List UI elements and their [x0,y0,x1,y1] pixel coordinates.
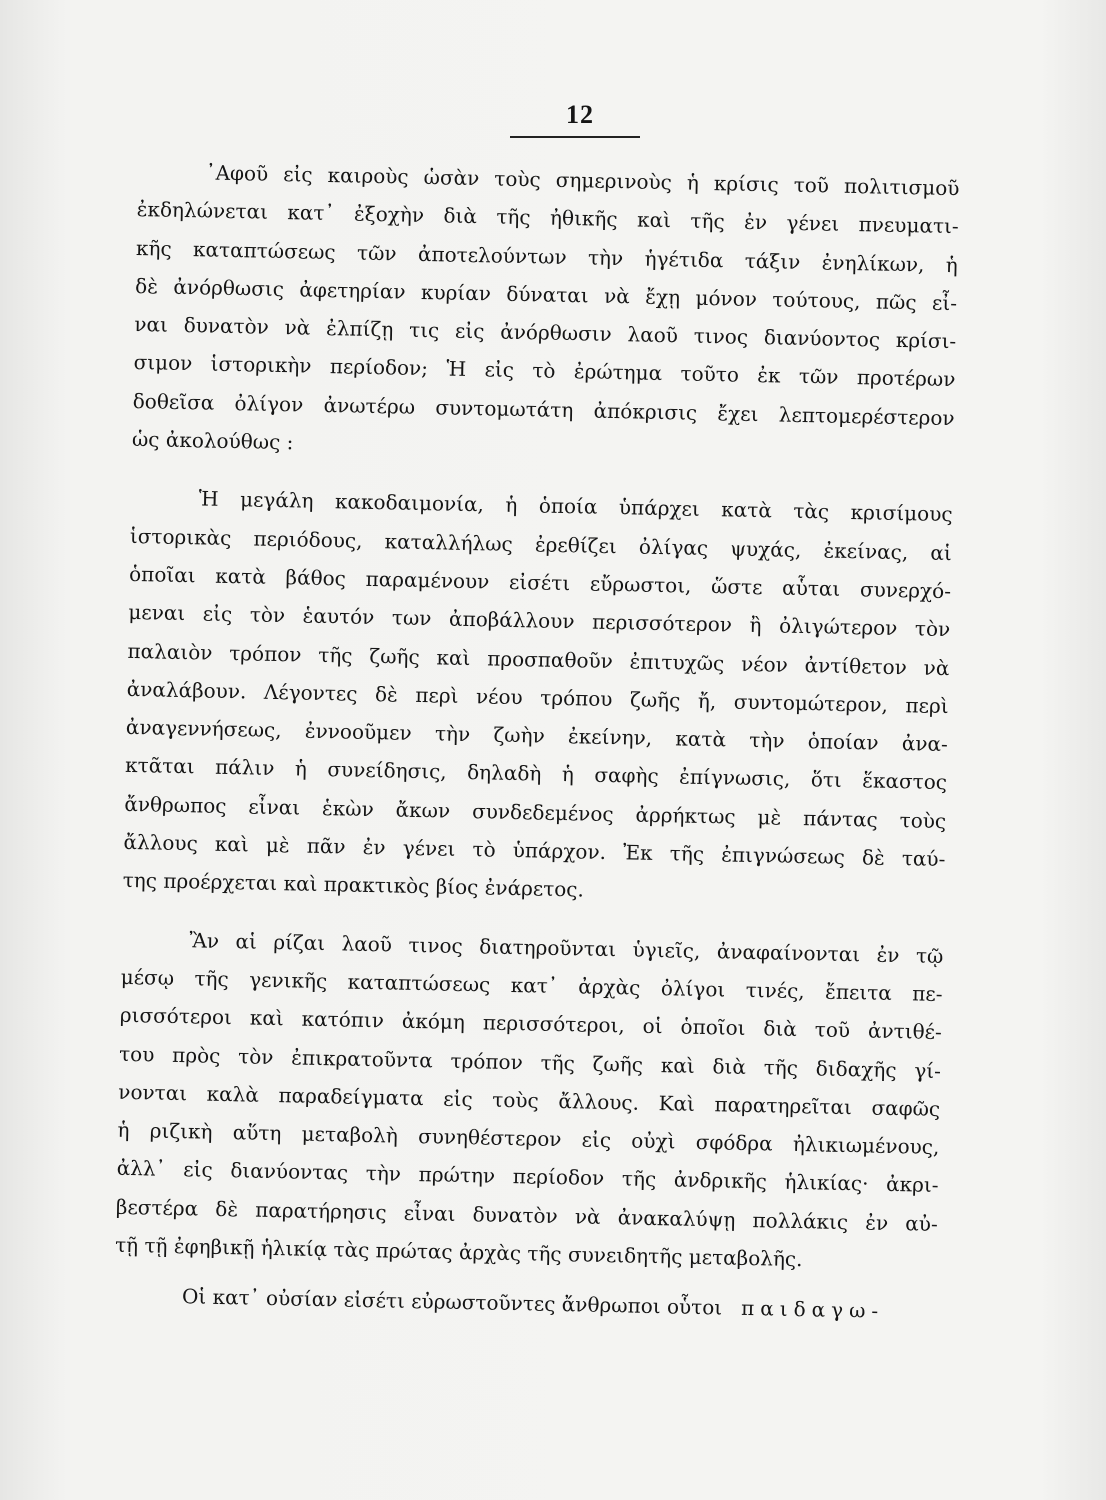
text-line: ἡ ριζικὴ αὕτη μεταβολὴ συνηθέστερον εἰς οὐχὶ σφόδρα ἠλικιωμένους, [117,1117,940,1160]
text-line: τῇ τῇ ἐφηβικῇ ἡλικίᾳ τὰς πρώτας ἀρχὰς τῆς συνειδητῆς μεταβολῆς. [114,1232,803,1272]
text-line: ἀναλάβουν. Λέγοντες δὲ περὶ νέου τρόπου ζωῆς ἤ, συντομώτερον, περὶ [126,676,949,718]
text-line: δοθεῖσα ὀλίγον ἀνωτέρω συντομωτάτη ἀπόκρισις ἔχει λεπτομερέστερον [132,388,955,430]
text-line: κτᾶται πάλιν ἡ συνείδησις, δηλαδὴ ἡ σαφὴς ἐπίγνωσις, ὅτι ἕκαστος [124,753,948,795]
text-line: σιμον ἱστορικὴν περίοδον; Ἡ εἰς τὸ ἐρώτημα τοῦτο ἐκ τῶν προτέρων [133,350,956,392]
text-line: ἀναγεννήσεως, ἐννοοῦμεν τὴν ζωὴν ἐκείνην, κατὰ τὴν ὁποίαν ἀνα- [125,715,949,757]
text-line [114,1276,937,1332]
page-number: 12 [566,100,594,129]
paragraph-3 [115,919,944,1281]
text-line: ὡς ἀκολούθως : [131,427,294,455]
text-line: ὁποῖαι κατὰ βάθος παραμένουν εἰσέτι εὔρωστοι, ὥστε αὗται συνερχό- [128,561,952,604]
paragraph-4 [114,1276,937,1332]
text-line: Ἂν αἱ ρίζαι λαοῦ τινος διατηροῦνται ὑγιεῖς, ἀναφαίνονται ἐν τῷ [189,927,944,968]
page-number-rule [510,136,640,138]
text-line: ἀλλ᾿ εἰς διανύοντας τὴν πρώτην περίοδον τῆς ἀνδρικῆς ἡλικίας· ἀκρι- [116,1156,939,1198]
text-line: μέσῳ τῆς γενικῆς καταπτώσεως κατ᾿ ἀρχὰς ὀλίγοι τινές, ἔπειτα πε- [120,964,943,1006]
text-line: ἄνθρωπος εἶναι ἑκὼν ἄκων συνδεδεμένος ἀρρήκτως μὲ πάντας τοὺς [124,791,947,833]
text-line: ἱστορικὰς περιόδους, καταλλήλως ἐρεθίζει ὀλίγας ψυχάς, ἐκείνας, αἱ [129,523,953,565]
text-line: μεναι εἰς τὸν ἑαυτόν των ἀποβάλλουν περισσότερον ἢ ὀλιγώτερον τὸν [128,600,951,642]
text-line: νονται καλὰ παραδείγματα εἰς τοὺς ἄλλους. Καὶ παρατηρεῖται σαφῶς [118,1079,941,1121]
text-line: ρισσότεροι καὶ κατόπιν ἀκόμη περισσότεροι, οἱ ὁποῖοι διὰ τοῦ ἀντιθέ- [119,1003,942,1045]
text-line: ναι δυνατὸν νὰ ἐλπίζῃ τις εἰς ἀνόρθωσιν λαοῦ τινος διανύοντος κρίσι- [134,312,957,354]
text-line: δὲ ἀνόρθωσις ἀφετηρίαν κυρίαν δύναται νὰ ἔχῃ μόνον τούτους, πῶς εἶ- [134,273,958,316]
body-text [114,152,960,1332]
text-line: του πρὸς τὸν ἐπικρατοῦντα τρόπον τῆς ζωῆς καὶ διὰ τῆς διδαχῆς γί- [118,1041,942,1083]
text-line: κῆς καταπτώσεως τῶν ἀποτελούντων τὴν ἡγέτιδα τάξιν ἐνηλίκων, ἡ [135,235,959,277]
text-line-end-spaced: παιδαγω- [740,1296,885,1324]
text-line: βεστέρα δὲ παρατήρησις εἶναι δυνατὸν νὰ ἀνακαλύψῃ πολλάκις ἐν αὐ- [115,1194,938,1236]
text-line: ἐκδηλώνεται κατ᾿ ἐξοχὴν διὰ τῆς ἠθικῆς καὶ τῆς ἐν γένει πνευματι- [136,197,959,239]
text-line: Ἡ μεγάλη κακοδαιμονία, ἡ ὁποία ὑπάρχει κατὰ τὰς κρισίμους [198,486,953,527]
paragraph-2 [122,478,953,916]
paragraph-1 [132,152,960,476]
text-line: της προέρχεται καὶ πρακτικὸς βίος ἐνάρετος. [122,868,585,902]
text-line: ᾿Αφοῦ εἰς καιροὺς ὡσὰν τοὺς σημερινοὺς ἡ κρίσις τοῦ πολιτισμοῦ [205,160,960,201]
text-line-start: Οἱ κατ᾿ οὐσίαν εἰσέτι εὐρωστοῦντες ἄνθρωποι οὗτοι [181,1284,723,1320]
text-line: παλαιὸν τρόπον τῆς ζωῆς καὶ προσπαθοῦν ἐπιτυχῶς νέον ἀντίθετον νὰ [127,638,950,680]
text-line: ἄλλους καὶ μὲ πᾶν ἐν γένει τὸ ὑπάρχον. Ἐκ τῆς ἐπιγνώσεως δὲ ταύ- [123,829,946,872]
